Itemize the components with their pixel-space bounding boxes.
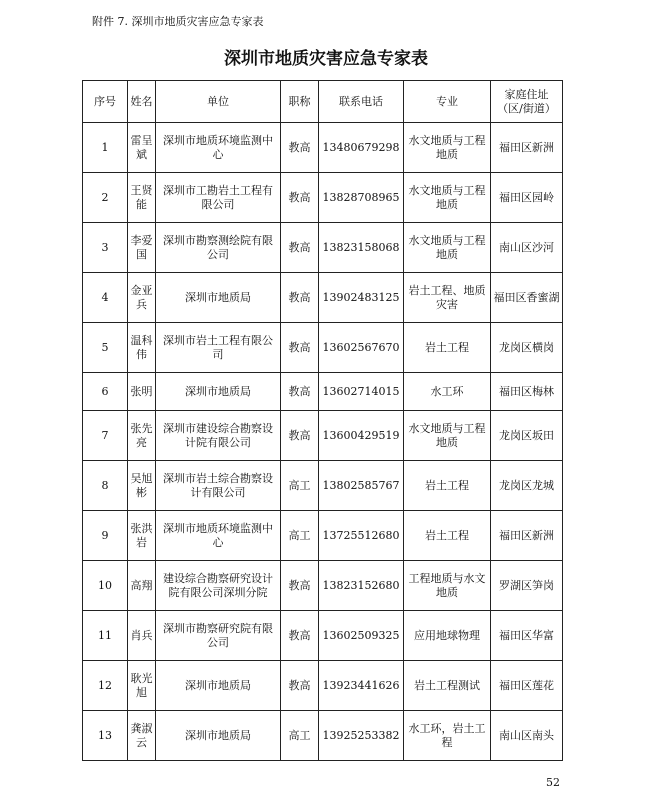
cell-title: 教高 [281,661,319,711]
cell-address: 龙岗区龙城 [491,461,563,511]
cell-phone: 13923441626 [319,661,404,711]
cell-major: 岩土工程 [404,323,491,373]
cell-name: 雷呈斌 [128,123,156,173]
table-row [83,223,563,273]
cell-address: 福田区香蜜湖 [491,273,563,323]
cell-title: 教高 [281,323,319,373]
cell-no: 1 [83,123,128,173]
table-row [83,373,563,411]
col-header-title: 职称 [281,81,319,123]
cell-address: 福田区新洲 [491,511,563,561]
col-header-address: 家庭住址（区/街道） [491,81,563,123]
cell-no: 9 [83,511,128,561]
cell-title: 教高 [281,411,319,461]
cell-name: 张明 [128,373,156,411]
header-row [83,81,563,123]
table-row [83,173,563,223]
cell-unit: 深圳市地质局 [156,711,281,761]
cell-no: 6 [83,373,128,411]
cell-unit: 深圳市岩土工程有限公司 [156,323,281,373]
cell-name: 张洪岩 [128,511,156,561]
table-row [83,711,563,761]
cell-no: 11 [83,611,128,661]
cell-unit: 深圳市勘察研究院有限公司 [156,611,281,661]
cell-phone: 13925253382 [319,711,404,761]
table-row [83,511,563,561]
attachment-note: 附件 7. 深圳市地质灾害应急专家表 [92,15,264,28]
cell-major: 岩土工程、地质灾害 [404,273,491,323]
cell-address: 福田区梅林 [491,373,563,411]
cell-title: 教高 [281,561,319,611]
cell-title: 教高 [281,123,319,173]
col-header-name: 姓名 [128,81,156,123]
cell-name: 吴旭彬 [128,461,156,511]
cell-unit: 深圳市岩土综合勘察设计有限公司 [156,461,281,511]
cell-unit: 深圳市地质局 [156,661,281,711]
table-row [83,411,563,461]
cell-phone: 13602567670 [319,323,404,373]
cell-unit: 深圳市勘察测绘院有限公司 [156,223,281,273]
table-row [83,123,563,173]
cell-name: 耿光旭 [128,661,156,711]
cell-address: 福田区华富 [491,611,563,661]
table-row [83,661,563,711]
cell-major: 岩土工程 [404,511,491,561]
cell-phone: 13480679298 [319,123,404,173]
cell-title: 教高 [281,223,319,273]
cell-unit: 深圳市建设综合勘察设计院有限公司 [156,411,281,461]
cell-title: 教高 [281,273,319,323]
cell-no: 7 [83,411,128,461]
cell-phone: 13602714015 [319,373,404,411]
cell-unit: 深圳市地质局 [156,273,281,323]
cell-name: 温科伟 [128,323,156,373]
cell-unit: 深圳市地质环境监测中心 [156,511,281,561]
cell-major: 水文地质与工程地质 [404,223,491,273]
expert-table [82,80,563,761]
cell-phone: 13600429519 [319,411,404,461]
cell-no: 5 [83,323,128,373]
col-header-no: 序号 [83,81,128,123]
col-header-phone: 联系电话 [319,81,404,123]
cell-title: 高工 [281,461,319,511]
cell-name: 肖兵 [128,611,156,661]
cell-no: 12 [83,661,128,711]
cell-address: 福田区莲花 [491,661,563,711]
cell-title: 高工 [281,511,319,561]
cell-phone: 13602509325 [319,611,404,661]
cell-major: 岩土工程 [404,461,491,511]
table-row [83,323,563,373]
cell-no: 2 [83,173,128,223]
document-title: 深圳市地质灾害应急专家表 [224,49,428,69]
cell-address: 福田区园岭 [491,173,563,223]
cell-major: 水文地质与工程地质 [404,123,491,173]
col-header-unit: 单位 [156,81,281,123]
cell-name: 龚淑云 [128,711,156,761]
cell-name: 高翔 [128,561,156,611]
cell-address: 龙岗区横岗 [491,323,563,373]
cell-name: 王贤能 [128,173,156,223]
cell-major: 工程地质与水文地质 [404,561,491,611]
cell-address: 南山区沙河 [491,223,563,273]
cell-address: 罗湖区笋岗 [491,561,563,611]
cell-no: 8 [83,461,128,511]
cell-major: 水工环 [404,373,491,411]
table-row [83,561,563,611]
cell-phone: 13823158068 [319,223,404,273]
cell-no: 3 [83,223,128,273]
cell-major: 应用地球物理 [404,611,491,661]
cell-major: 水文地质与工程地质 [404,173,491,223]
cell-no: 10 [83,561,128,611]
table-row [83,461,563,511]
table-row [83,611,563,661]
cell-no: 4 [83,273,128,323]
cell-phone: 13828708965 [319,173,404,223]
cell-phone: 13823152680 [319,561,404,611]
col-header-major: 专业 [404,81,491,123]
page-number: 52 [546,776,560,789]
cell-address: 龙岗区坂田 [491,411,563,461]
cell-unit: 深圳市地质环境监测中心 [156,123,281,173]
cell-unit: 深圳市地质局 [156,373,281,411]
cell-phone: 13902483125 [319,273,404,323]
cell-unit: 深圳市工勘岩土工程有限公司 [156,173,281,223]
cell-phone: 13725512680 [319,511,404,561]
cell-name: 张先亮 [128,411,156,461]
cell-unit: 建设综合勘察研究设计院有限公司深圳分院 [156,561,281,611]
cell-no: 13 [83,711,128,761]
cell-address: 南山区南头 [491,711,563,761]
cell-phone: 13802585767 [319,461,404,511]
cell-major: 岩土工程测试 [404,661,491,711]
cell-address: 福田区新洲 [491,123,563,173]
cell-title: 教高 [281,173,319,223]
cell-title: 教高 [281,373,319,411]
cell-title: 教高 [281,611,319,661]
cell-name: 李爱国 [128,223,156,273]
cell-name: 金亚兵 [128,273,156,323]
cell-title: 高工 [281,711,319,761]
table-row [83,273,563,323]
cell-major: 水文地质与工程地质 [404,411,491,461]
cell-major: 水工环，岩土工程 [404,711,491,761]
